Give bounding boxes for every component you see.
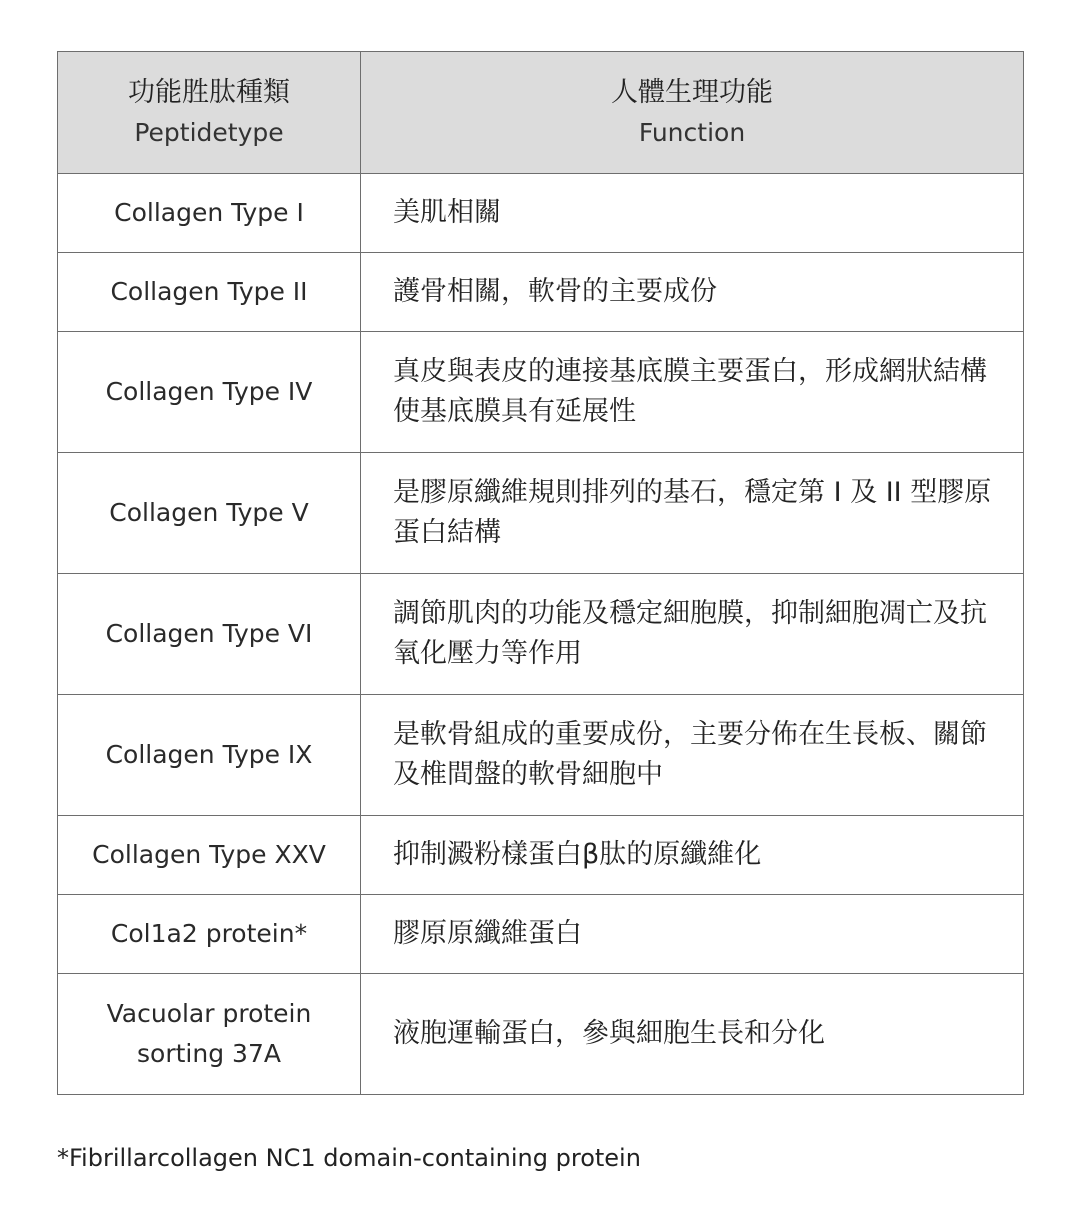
- peptide-type-cell: Collagen Type XXV: [58, 816, 361, 895]
- table-row: [58, 574, 1024, 695]
- function-cell: 是膠原纖維規則排列的基石，穩定第 I 及 II 型膠原蛋白結構: [361, 453, 1024, 574]
- peptide-type-cell: Collagen Type VI: [58, 574, 361, 695]
- header-peptide-type-en: Peptidetype: [134, 117, 284, 147]
- peptide-type-cell: Collagen Type II: [58, 253, 361, 332]
- function-cell: 是軟骨組成的重要成份，主要分佈在生長板、關節及椎間盤的軟骨細胞中: [361, 695, 1024, 816]
- header-peptide-type: [58, 52, 361, 174]
- function-cell: 護骨相關，軟骨的主要成份: [361, 253, 1024, 332]
- peptide-type-cell: Vacuolar protein sorting 37A: [58, 974, 361, 1095]
- table-row: [58, 816, 1024, 895]
- header-function: [361, 52, 1024, 174]
- table-row: [58, 453, 1024, 574]
- table-row: [58, 895, 1024, 974]
- peptide-type-cell: Col1a2 protein*: [58, 895, 361, 974]
- function-cell: 液胞運輸蛋白，參與細胞生長和分化: [361, 974, 1024, 1095]
- function-cell: 真皮與表皮的連接基底膜主要蛋白，形成網狀結構使基底膜具有延展性: [361, 332, 1024, 453]
- table-row: [58, 332, 1024, 453]
- function-cell: 抑制澱粉樣蛋白β肽的原纖維化: [361, 816, 1024, 895]
- peptide-type-cell: Collagen Type IV: [58, 332, 361, 453]
- peptide-function-table: [57, 51, 1024, 1095]
- function-cell: 膠原原纖維蛋白: [361, 895, 1024, 974]
- table-row: [58, 174, 1024, 253]
- table-row: [58, 974, 1024, 1095]
- peptide-type-cell: Collagen Type IX: [58, 695, 361, 816]
- peptide-type-cell: Collagen Type V: [58, 453, 361, 574]
- header-function-zh: 人體生理功能: [611, 76, 773, 108]
- footnote: *Fibrillarcollagen NC1 domain-containing protein: [57, 1144, 641, 1172]
- function-cell: 美肌相關: [361, 174, 1024, 253]
- table-header-row: [58, 52, 1024, 174]
- table-row: [58, 253, 1024, 332]
- header-function-en: Function: [638, 117, 746, 147]
- function-cell: 調節肌肉的功能及穩定細胞膜，抑制細胞凋亡及抗氧化壓力等作用: [361, 574, 1024, 695]
- peptide-type-cell: Collagen Type I: [58, 174, 361, 253]
- table-row: [58, 695, 1024, 816]
- header-peptide-type-zh: 功能胜肽種類: [128, 76, 290, 108]
